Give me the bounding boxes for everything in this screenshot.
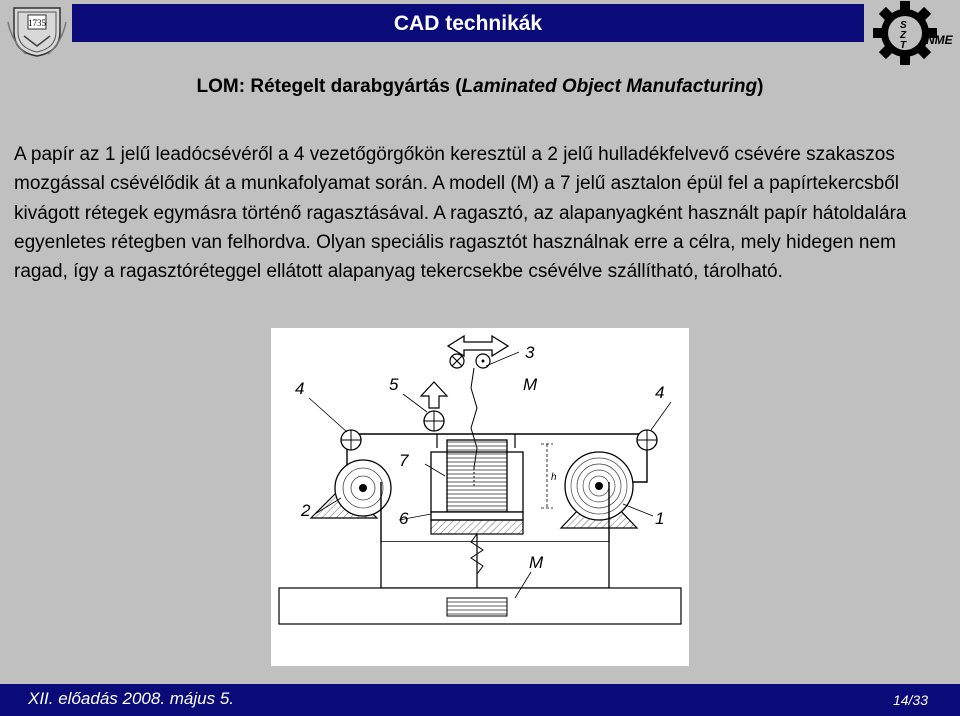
footer-page-number: 14/33: [892, 692, 928, 708]
figure-label-m-top: M: [523, 375, 538, 394]
figure-label-5: 5: [389, 375, 399, 394]
svg-text:T: T: [900, 40, 907, 51]
figure-label-6: 6: [399, 509, 409, 528]
slide-title-italic: Laminated Object Manufacturing: [461, 76, 758, 97]
figure-label-h: h: [551, 472, 557, 483]
figure-label-7: 7: [399, 451, 409, 470]
university-emblem-logo: [6, 2, 68, 58]
header-title: CAD technikák: [393, 12, 543, 35]
slide-title-prefix: LOM: Rétegelt darabgyártás (: [196, 76, 462, 97]
slide-body-text: A papír az 1 jelű leadócsévéről a 4 vezetőgörgőkön keresztül a 2 jelű hulladékfelvevő csévére szakaszos mozgással csévélődik át a munkafolyamat során. A modell (M) a 7 jelű asztalon épül fel a papírtekercsből kivágott rétegek egymásra történő ragasztásával. A ragasztó, az alapanyagként használt papír hátoldalára egyenletes rétegben van felhordva. Olyan speciális ragasztót használnak erre a célra, mely hidegen nem ragad, így a ragasztóréteggel ellátott alapanyag tekercsekbe csévélve szállítható, tárolható.: [14, 144, 907, 283]
header-bar: [72, 4, 864, 42]
figure-label-2: 2: [301, 501, 311, 520]
slide-title-suffix: ): [757, 76, 764, 97]
svg-text:1735: 1735: [28, 18, 46, 28]
figure-label-1: 1: [655, 509, 665, 528]
gear-logo-icon: [872, 0, 958, 66]
figure-label-4-right: 4: [655, 383, 665, 402]
footer-lecture-date: XII. előadás 2008. május 5.: [28, 689, 235, 708]
slide-title: [0, 76, 960, 98]
figure-label-m-bottom: M: [529, 553, 544, 572]
figure-label-4-left: 4: [295, 379, 305, 398]
footer-bar: [0, 684, 960, 716]
svg-text:Z: Z: [900, 30, 907, 41]
svg-text:S: S: [900, 20, 907, 31]
lom-machine-diagram: [271, 328, 689, 666]
svg-text:NME: NME: [926, 33, 953, 47]
figure-label-3: 3: [525, 343, 535, 362]
